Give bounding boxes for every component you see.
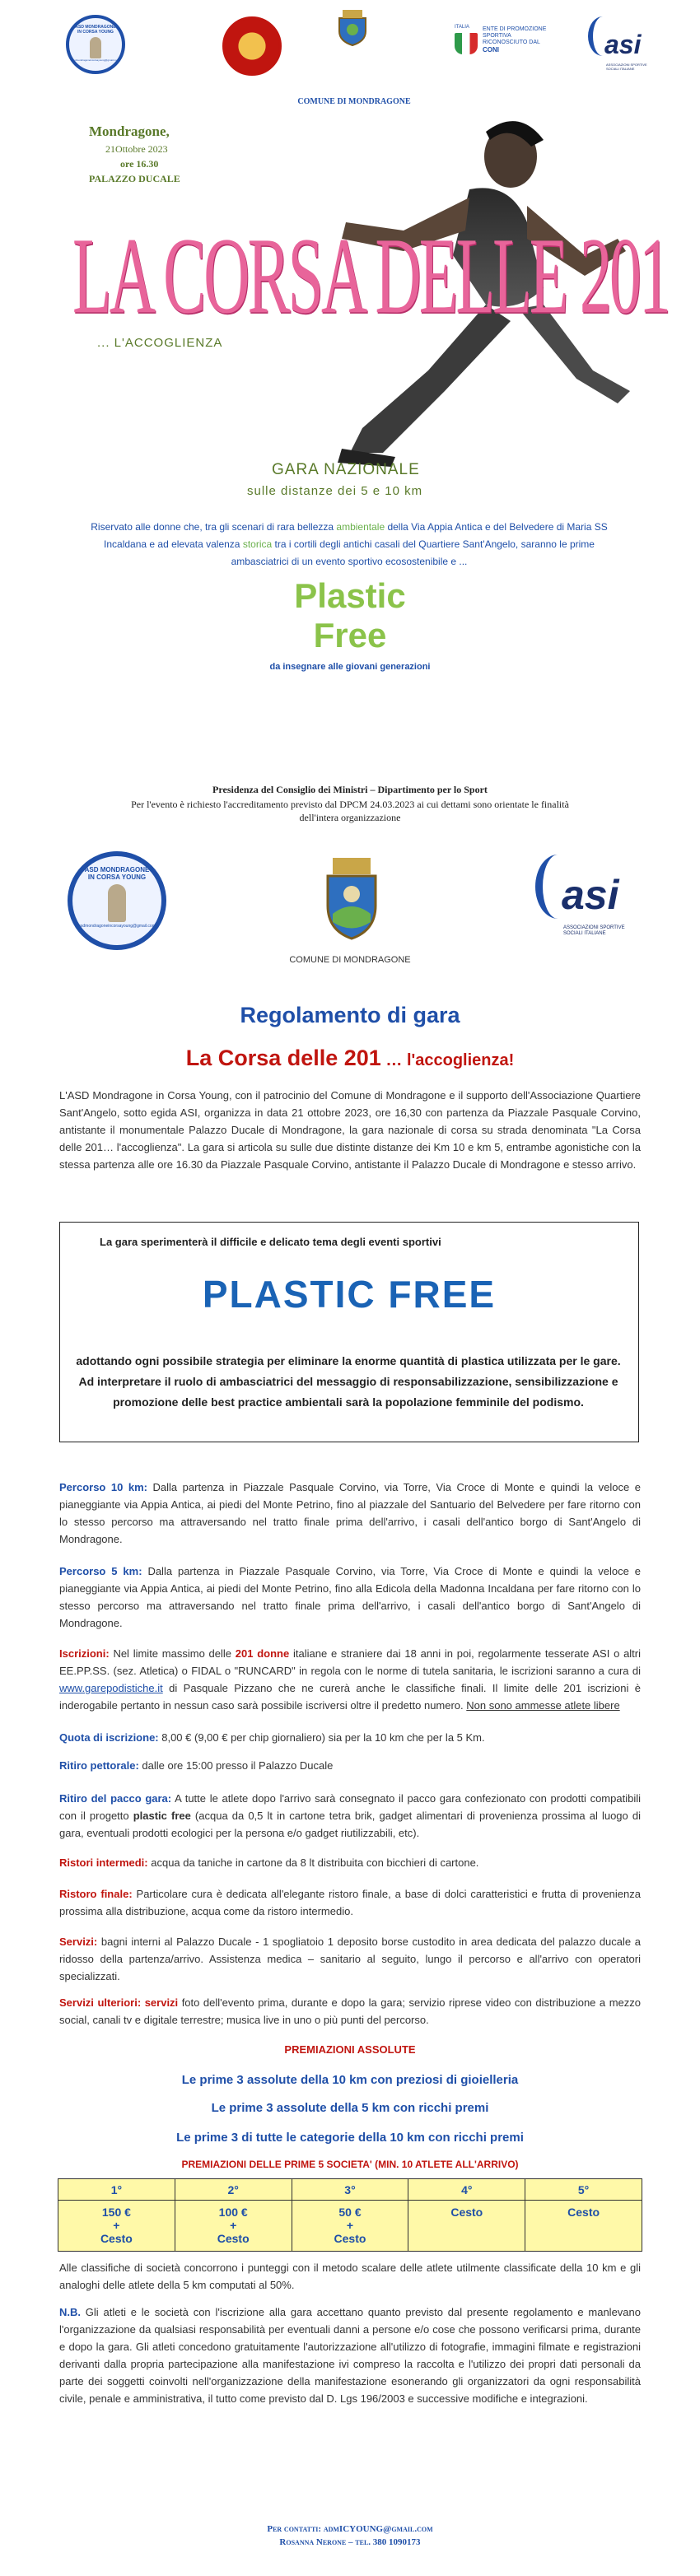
rule-iscrizioni-c: di Pasquale Pizzano che ne curerà anche le classifiche finali. Il limite delle 201 iscrizioni è inderogabile pertanto in nessun caso sarà possibile iscriversi oltre il predetto numero. <box>59 1682 641 1712</box>
prize-place-2: 2° <box>175 2179 292 2201</box>
coni-country: ITALIA <box>455 25 469 30</box>
prize-line-2: Le prime 3 assolute della 5 km con ricchi premi <box>211 2101 489 2115</box>
rule-pacco-a: A tutte le atlete dopo l'arrivo sarà consegnato il pacco gara confezionato con prodotti compatibili con il progetto <box>59 1792 641 1822</box>
asd-logo-large <box>68 851 166 950</box>
rule-servizi-ulteriori-label: Servizi ulteriori: servizi <box>59 1996 179 2009</box>
runner-statue-large-icon <box>108 884 126 922</box>
asi-name-top: asi <box>604 30 642 59</box>
rule-ristori-text: acqua da taniche in cartone da 8 lt distribuita con bicchieri di cartone. <box>147 1856 479 1869</box>
rule-percorso-10-label: Percorso 10 km: <box>59 1481 147 1493</box>
municipality-crest-top <box>336 8 369 46</box>
rule-ristoro-finale-label: Ristoro finale: <box>59 1888 133 1900</box>
rule-servizi <box>59 1933 641 1985</box>
rule-pettorale-label: Ritiro pettorale: <box>59 1759 139 1772</box>
rule-pacco-label: Ritiro del pacco gara: <box>59 1792 172 1805</box>
rule-ristoro-finale-text: Particolare cura è dedicata all'elegante ristoro finale, a base di dolci caratteristici e frutta di provenienza prossima alla distribuzione, acqua come da ristoro intermedio. <box>59 1888 641 1917</box>
plastic-subtitle: da insegnare alle giovani generazioni <box>269 662 431 672</box>
prize-value-3: 50 € + Cesto <box>292 2201 408 2252</box>
asd-logo-email: asdmondragoneincorsayoung@gmail.com <box>72 58 119 62</box>
rule-servizi-ulteriori <box>59 1994 641 2029</box>
municipality-crest <box>323 856 380 942</box>
rule-quota-text: 8,00 € (9,00 € per chip giornaliero) sia per la 10 km che per la 5 Km. <box>158 1731 485 1744</box>
poster-title: LA CORSA DELLE 201 <box>72 214 669 337</box>
red-crest-logo <box>222 16 282 76</box>
poster-intro-part1: Riservato alle donne che, tra gli scenari di rara bellezza <box>91 521 337 533</box>
rule-percorso-5-label: Percorso 5 km: <box>59 1565 142 1577</box>
asi-sub: ASSOCIAZIONI SPORTIVE SOCIALI ITALIANE <box>563 925 625 936</box>
regolamento-subheading <box>0 1046 700 1071</box>
prize-value-4: Cesto <box>408 2201 525 2252</box>
asd-logo-large-email: asdmondragoneincorsayoung@gmail.com <box>78 924 156 929</box>
rule-servizi-text: bagni interni al Palazzo Ducale - 1 spogliatoio 1 deposito borse custodito in area dedicata del palazzo ducale a ridosso della partenza/arrivo. Assistenza medica – sanitario al seguito, lungo il percorso e all'arrivo con operatori specializzati. <box>59 1935 641 1982</box>
asi-sub-top: ASSOCIAZIONI SPORTIVE SOCIALI ITALIANE <box>606 63 647 71</box>
rule-pacco-b: (acqua da 0,5 lt in cartone tetra brik, gadget alimentari di provenienza prossima al luogo di gara, eventuali prodotti ecologici per la persona e/o gadget riutilizzabili, etc). <box>59 1810 641 1839</box>
poster-intro-part2: della Via Appia Antica e del Belvedere di Maria SS Incaldana e ad elevata valenza <box>104 521 608 550</box>
coni-logo <box>451 25 575 58</box>
prize-table-place-row <box>58 2179 642 2201</box>
rule-iscrizioni-d: Non sono ammesse atlete libere <box>466 1699 620 1712</box>
asi-logo <box>535 855 626 940</box>
plastic-box-title: PLASTIC FREE <box>202 1273 497 1316</box>
prize-value-1: 150 € + Cesto <box>58 2201 175 2252</box>
poster-intro <box>89 519 609 571</box>
rule-iscrizioni-a: Nel limite massimo delle <box>109 1647 236 1660</box>
poster-race-type: GARA NAZIONALE <box>272 461 420 478</box>
team-prize-table <box>58 2178 642 2252</box>
rule-iscrizioni <box>59 1645 641 1714</box>
poster-intro-highlight2: storica <box>242 538 273 550</box>
garepodistiche-link[interactable]: www.garepodistiche.it <box>59 1682 163 1694</box>
prize-value-2: 100 € + Cesto <box>175 2201 292 2252</box>
footer-phone: Rosanna Nerone – tel. 380 1090173 <box>279 2537 421 2547</box>
coni-brand: CONI <box>483 46 499 54</box>
rule-percorso-5-text: Dalla partenza in Piazzale Pasquale Corvino, via Torre, Via Croce di Monte e quindi la veloce e pianeggiante via Appia Antica, ai piedi del Monte Petrino, fino alla Edicola della Madonna Incaldana per fare ritorno con lo stesso percorso ma attraversando nel tratto finale prima dell'arrivo, i casali dell'antico borgo di Sant'Angelo di Mondragone. <box>59 1565 641 1629</box>
poster-time: ore 16.30 <box>120 158 159 170</box>
poster-intro-part3: tra i cortili degli antichi casali del Quartiere Sant'Angelo, saranno le prime ambasciatrici di un evento sportivo ecosostenibile e ... <box>231 538 595 567</box>
rule-percorso-10 <box>59 1479 641 1548</box>
nb-label: N.B. <box>59 2306 81 2318</box>
poster-venue: PALAZZO DUCALE <box>89 173 180 184</box>
footer-contact: Per contatti: admICYOUNG@gmail.com <box>267 2524 433 2534</box>
poster-city: Mondragone, <box>89 123 170 139</box>
rule-pacco-gara <box>59 1790 641 1842</box>
coni-text: ENTE DI PROMOZIONE SPORTIVA RICONOSCIUTO DAL <box>483 26 547 45</box>
regolamento-title-suffix: … l'accoglienza! <box>380 1051 515 1069</box>
prize-line-1: Le prime 3 assolute della 10 km con preziosi di gioielleria <box>181 2073 519 2087</box>
prize-place-5: 5° <box>525 2179 642 2201</box>
rule-percorso-5 <box>59 1563 641 1632</box>
regolamento-heading: Regolamento di gara <box>240 1003 460 1027</box>
rule-ristoro-finale <box>59 1885 641 1920</box>
asd-logo-large-text: ASD MONDRAGONE IN CORSA YOUNG <box>84 866 150 881</box>
nb-text: Gli atleti e le società con l'iscrizione alla gara accettano quanto previsto dal presente regolamento e manlevano l'organizzazione da qualsiasi responsabilità per eventuali danni a persone e/o cose che possono verificarsi prima, durante e dopo la gara. Gli atleti concedono gratuitamente l'autorizzazione all'utilizzo di fotografie, immagini filmate e registrazioni derivanti dalla propria partecipazione alla manifestazione ivi compreso la raccolta e l'utilizzo dei propri dati personali da parte dei soggetti coinvolti nell'organizzazione della manifestazione esonerando gli organizzatori da ogni responsabilità civile, penale e amministrativa, il tutto come previsto dal D. Lgs 196/2003 e successive modifiche e integrazioni. <box>59 2306 641 2405</box>
team-prizes-heading: PREMIAZIONI DELLE PRIME 5 SOCIETA' (MIN. 10 ATLETE ALL'ARRIVO) <box>181 2159 519 2170</box>
presidency-title: Presidenza del Consiglio dei Ministri – Dipartimento per lo Sport <box>212 784 488 795</box>
free-word: Free <box>313 616 387 654</box>
asi-logo-top <box>586 16 652 74</box>
prize-place-1: 1° <box>58 2179 175 2201</box>
poster-distances: sulle distanze dei 5 e 10 km <box>247 484 423 498</box>
rule-iscrizioni-limit: 201 donne <box>235 1647 290 1660</box>
plastic-free-box <box>59 1222 639 1442</box>
prize-line-3: Le prime 3 di tutte le categorie della 10 km con ricchi premi <box>176 2131 524 2145</box>
prize-place-3: 3° <box>292 2179 408 2201</box>
prize-place-4: 4° <box>408 2179 525 2201</box>
rule-quota-label: Quota di iscrizione: <box>59 1731 159 1744</box>
runner-statue-icon <box>90 37 101 58</box>
italy-shield-icon <box>455 33 478 54</box>
plastic-word: Plastic <box>294 576 406 615</box>
asi-name: asi <box>562 872 619 918</box>
poster-tagline: ... L'ACCOGLIENZA <box>97 336 223 350</box>
presidency-line1: Per l'evento è richiesto l'accreditamento previsto dal DPCM 24.03.2023 ai cui dettami sono orientate le finalità <box>131 799 569 810</box>
rule-iscrizioni-label: Iscrizioni: <box>59 1647 110 1660</box>
regolamento-intro: L'ASD Mondragone in Corsa Young, con il patrocinio del Comune di Mondragone e il supporto dell'Associazione Quartiere Sant'Angelo, sotto egida ASI, organizza in data 21 ottobre 2023, ore 16,30 con partenza da Piazzale Pasquale Corvino, antistante il monumentale Palazzo Ducale di Mondragone, la gara nazionale di corsa su strada denominata "La Corsa delle 201… l'accoglienza". La gara si articola su sulle due distinte distanze dei Km 10 e km 5, entrambe agonistiche con la stessa partenza alle ore 16.30 da Piazzale Pasquale Corvino, antistante il Palazzo Ducale di Mondragone e stesso arrivo. <box>59 1089 641 1171</box>
rule-percorso-10-text: Dalla partenza in Piazzale Pasquale Corvino, via Torre, Via Croce di Monte e quindi la veloce e pianeggiante via Appia Antica, ai piedi del Monte Petrino, fino al piazzale del Santuario del Belvedere per fare ritorno con lo stesso percorso ma attraversando nel tratto finale prima dell'arrivo, i casali dell'antico borgo di Sant'Angelo di Mondragone. <box>59 1481 641 1545</box>
rule-ristori <box>59 1854 641 1871</box>
rule-servizi-ulteriori-text: foto dell'evento prima, durante e dopo la gara; servizio riprese video con distribuzione a mezzo social, canali tv e digitale terrestre; musica live in uno o più punti del percorso. <box>59 1996 641 2026</box>
plastic-box-top: La gara sperimenterà il difficile e delicato tema degli eventi sportivi <box>100 1236 441 1248</box>
plastic-box-body: adottando ogni possibile strategia per eliminare la enorme quantità di plastica utilizzata per le gare. Ad interpretare il ruolo di ambasciatrici del messaggio di responsabilizzazione, sensibilizzazione e promozione delle best practice ambientali sarà la popolazione femminile del podismo. <box>76 1354 621 1409</box>
nb-disclaimer <box>59 2303 641 2407</box>
asd-logo-text: ASD MONDRAGONE IN CORSA YOUNG <box>75 25 116 35</box>
prizes-heading: PREMIAZIONI ASSOLUTE <box>284 2043 416 2056</box>
rule-ristori-label: Ristori intermedi: <box>59 1856 148 1869</box>
presidency-line2: dell'intera organizzazione <box>299 812 401 823</box>
rule-pettorale-text: dalle ore 15:00 presso il Palazzo Ducale <box>138 1759 334 1772</box>
prize-value-5: Cesto <box>525 2201 642 2252</box>
municipality-caption: COMUNE DI MONDRAGONE <box>289 955 411 965</box>
poster-intro-highlight1: ambientale <box>336 521 385 533</box>
rule-quota <box>59 1729 641 1746</box>
rule-servizi-label: Servizi: <box>59 1935 98 1948</box>
municipality-label-top: COMUNE DI MONDRAGONE <box>297 97 411 106</box>
team-classification-note: Alle classifiche di società concorrono i punteggi con il metodo scalare delle atlete utilmente classificate della 10 km e gli analoghi delle atlete della 5 km computati al 50%. <box>59 2262 641 2291</box>
asd-logo <box>66 15 125 74</box>
rule-iscrizioni-b: italiane e straniere dai 18 anni in poi, regolarmente tesserate ASI o altri EE.PP.SS. (sez. Atletica) o FIDAL o "RUNCARD" in regola con le norme di tutela sanitaria, le iscrizioni saranno a cura di <box>59 1647 642 1677</box>
poster-date: 21Ottobre 2023 <box>105 143 168 155</box>
rule-pettorale <box>59 1757 641 1774</box>
regolamento-title: La Corsa delle 201 <box>185 1046 381 1070</box>
prize-table-prize-row <box>58 2201 642 2252</box>
rule-pacco-bold: plastic free <box>133 1810 191 1822</box>
